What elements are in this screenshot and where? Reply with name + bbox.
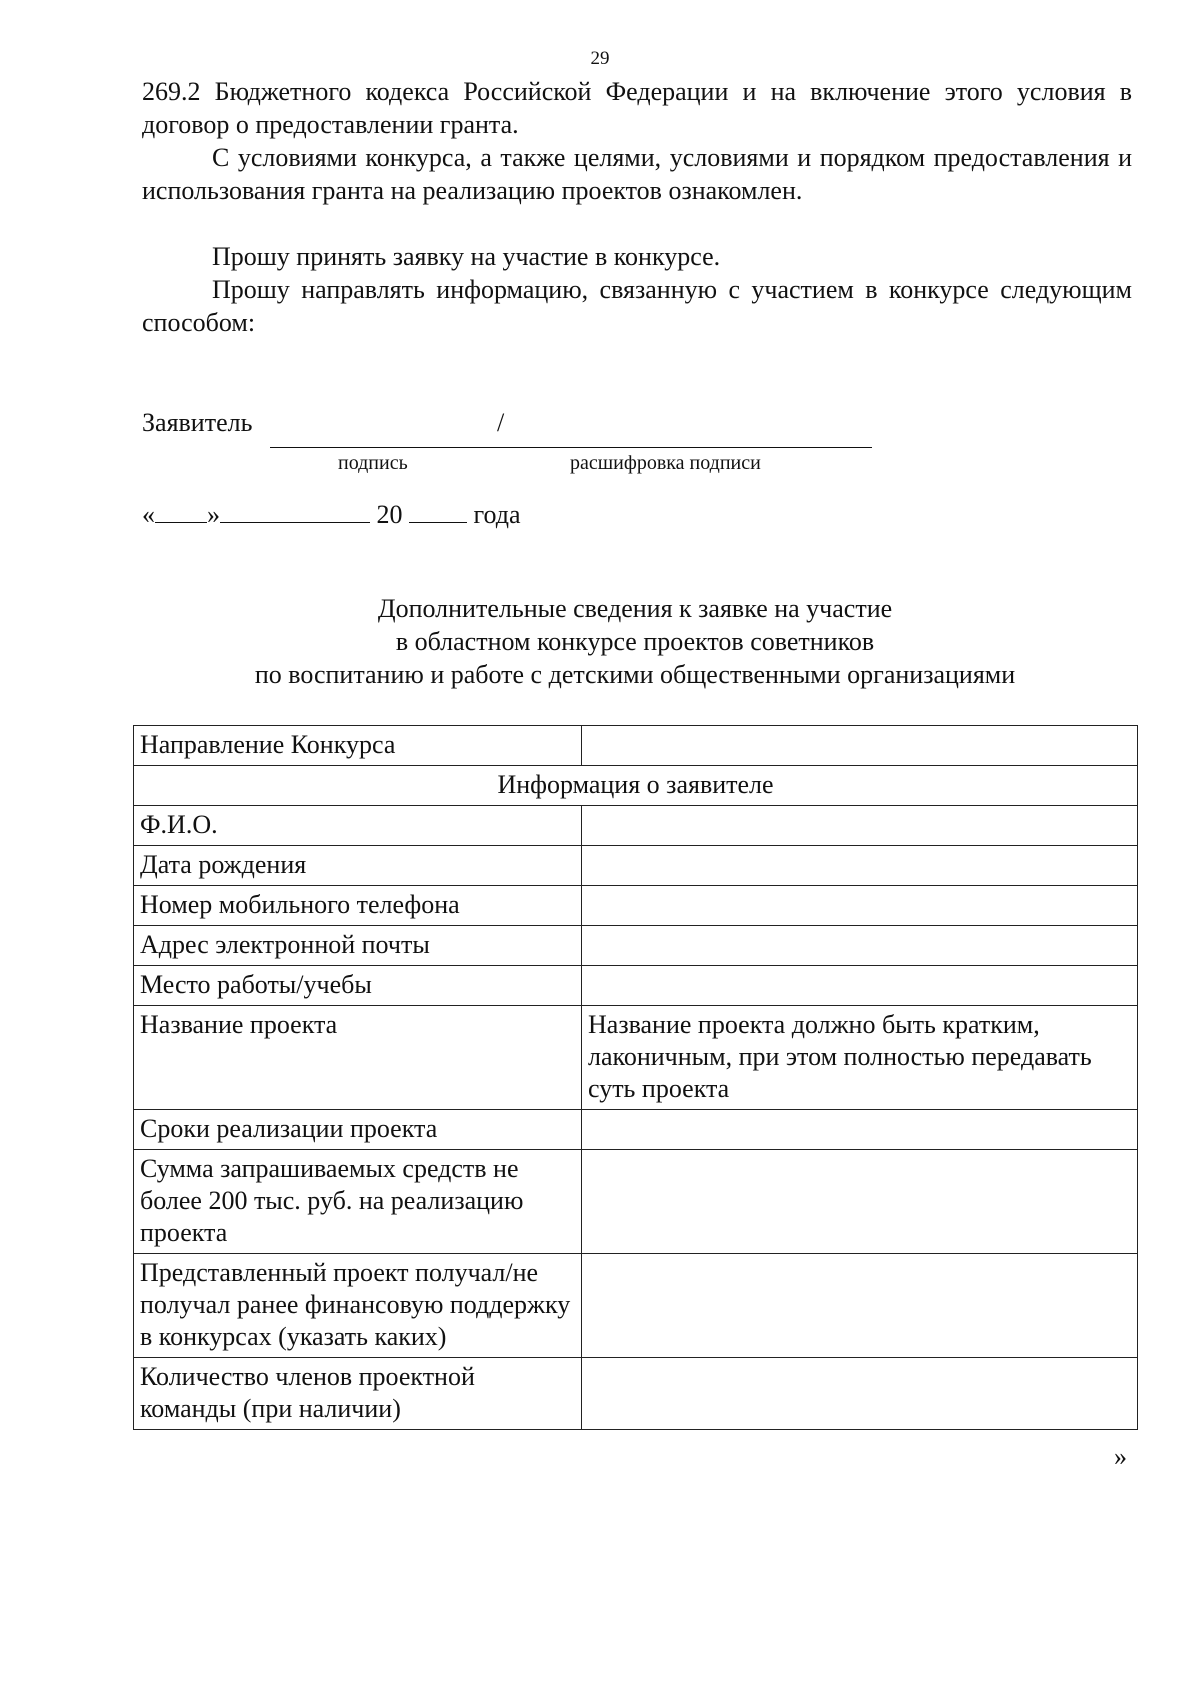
table-row bbox=[134, 926, 1138, 966]
row-label: Сроки реализации проекта bbox=[134, 1110, 582, 1150]
row-label: Количество членов проектной команды (при наличии) bbox=[134, 1358, 582, 1430]
table-row bbox=[134, 1150, 1138, 1254]
table-row bbox=[134, 1006, 1138, 1110]
direction-label: Направление Конкурса bbox=[134, 726, 582, 766]
year-suffix: года bbox=[473, 500, 521, 529]
table-row bbox=[134, 726, 1138, 766]
decode-caption: расшифровка подписи bbox=[570, 452, 761, 474]
row-value bbox=[582, 1110, 1138, 1150]
signature-line bbox=[270, 447, 872, 448]
day-blank bbox=[155, 496, 207, 523]
table-row bbox=[134, 1254, 1138, 1358]
paragraph-send-info: Прошу направлять информацию, связанную с участием в конкурсе следующим способом: bbox=[142, 275, 1132, 337]
row-label: Адрес электронной почты bbox=[134, 926, 582, 966]
heading-line-1: Дополнительные сведения к заявке на участие bbox=[377, 594, 893, 623]
row-value bbox=[582, 966, 1138, 1006]
table-row bbox=[134, 1110, 1138, 1150]
row-value bbox=[582, 1150, 1138, 1254]
table-row bbox=[134, 886, 1138, 926]
signature-slash: / bbox=[497, 408, 505, 437]
row-label: Ф.И.О. bbox=[134, 806, 582, 846]
table-row bbox=[134, 1358, 1138, 1430]
table-row bbox=[134, 766, 1138, 806]
row-value bbox=[582, 926, 1138, 966]
date-line bbox=[142, 496, 521, 530]
paragraph-accept-request: Прошу принять заявку на участие в конкурсе. bbox=[212, 242, 721, 271]
year-prefix: 20 bbox=[376, 500, 403, 529]
row-label: Номер мобильного телефона bbox=[134, 886, 582, 926]
applicant-label: Заявитель bbox=[142, 408, 253, 437]
row-label: Сумма запрашиваемых средств не более 200 тыс. руб. на реализацию проекта bbox=[134, 1150, 582, 1254]
applicant-info-table bbox=[133, 725, 1138, 1430]
year-blank bbox=[409, 496, 467, 523]
row-label: Представленный проект получал/не получал ранее финансовую поддержку в конкурсах (указать каких) bbox=[134, 1254, 582, 1358]
paragraph-conditions: С условиями конкурса, а также целями, условиями и порядком предоставления и использования гранта на реализацию проектов ознакомлен. bbox=[142, 143, 1132, 205]
table-row bbox=[134, 806, 1138, 846]
row-value bbox=[582, 806, 1138, 846]
signature-caption: подпись bbox=[338, 452, 408, 474]
closing-quote: » bbox=[1114, 1442, 1127, 1471]
row-value bbox=[582, 846, 1138, 886]
paragraph-budget-code: 269.2 Бюджетного кодекса Российской Федерации и на включение этого условия в договор о предоставлении гранта. bbox=[142, 77, 1132, 139]
heading-line-2: в областном конкурсе проектов советников bbox=[395, 627, 875, 656]
row-label: Место работы/учебы bbox=[134, 966, 582, 1006]
close-quote: » bbox=[207, 500, 220, 529]
row-label: Название проекта bbox=[134, 1006, 582, 1110]
month-blank bbox=[220, 496, 370, 523]
open-quote: « bbox=[142, 500, 155, 529]
table-row bbox=[134, 846, 1138, 886]
direction-value bbox=[582, 726, 1138, 766]
page-number: 29 bbox=[590, 48, 610, 69]
applicant-info-header: Информация о заявителе bbox=[134, 766, 1138, 806]
row-value bbox=[582, 1254, 1138, 1358]
heading-line-3: по воспитанию и работе с детскими общественными организациями bbox=[254, 660, 1016, 689]
row-value bbox=[582, 1358, 1138, 1430]
table-row bbox=[134, 966, 1138, 1006]
row-value: Название проекта должно быть кратким, лаконичным, при этом полностью передавать суть проекта bbox=[582, 1006, 1138, 1110]
row-label: Дата рождения bbox=[134, 846, 582, 886]
row-value bbox=[582, 886, 1138, 926]
